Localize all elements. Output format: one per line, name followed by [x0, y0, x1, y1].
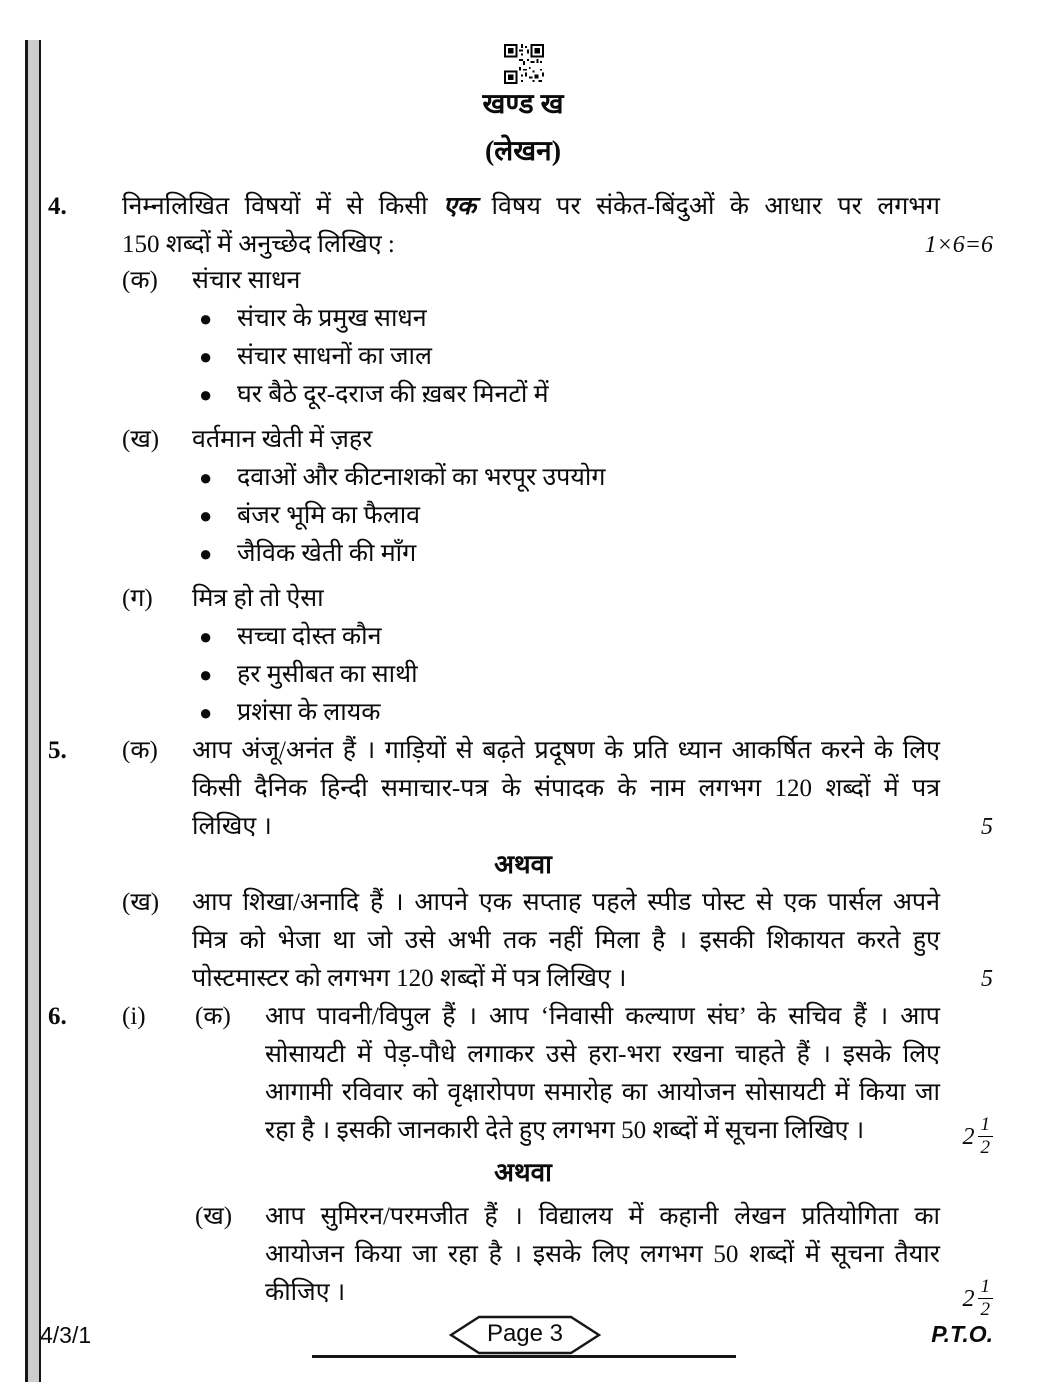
question-5b [48, 884, 993, 998]
bullet-item: ● संचार साधनों का जाल [122, 338, 993, 376]
question-6a [48, 998, 993, 1158]
footer-rule [312, 1355, 736, 1358]
bullet-item: ● घर बैठे दूर-दराज की ख़बर मिनटों में [122, 376, 993, 414]
bullet-item: ● सच्चा दोस्त कौन [122, 618, 993, 656]
emphasized-word: एक [443, 193, 477, 220]
question-5a-line2: किसी दैनिक हिन्दी समाचार-पत्र के संपादक के नाम लगभग 120 शब्दों में पत्र [192, 775, 940, 802]
question-5a-line1: आप अंजू/अनंत हैं । गाड़ियों से बढ़ते प्रदूषण के प्रति ध्यान आकर्षित करने के लिए [192, 737, 940, 764]
page-number-badge [447, 1314, 603, 1356]
bullet-icon: ● [199, 344, 213, 369]
question-4-marks: 1×6=6 [924, 232, 993, 258]
subpart-label: (क) [195, 1003, 231, 1030]
bullet-icon: ● [199, 465, 213, 490]
question-4 [48, 188, 993, 264]
bullet-icon: ● [199, 503, 213, 528]
qr-code-icon [503, 44, 545, 84]
bullet-item: ● हर मुसीबत का साथी [122, 656, 993, 694]
paper-code: 4/3/1 [40, 1322, 92, 1348]
question-5a [48, 732, 993, 846]
question-6b-line3: कीजिए । [265, 1279, 346, 1306]
section-heading: खण्ड ख [482, 89, 564, 120]
question-5b-line3: पोस्टमास्टर को लगभग 120 शब्दों में पत्र लिखिए । [192, 965, 627, 992]
topic-title: वर्तमान खेती में ज़हर [192, 426, 373, 453]
bullet-icon: ● [199, 700, 213, 725]
bullet-icon: ● [199, 306, 213, 331]
subpart-label: (क) [122, 737, 158, 764]
subpart-label: (ख) [195, 1203, 233, 1230]
subpart-label: (ख) [122, 889, 160, 916]
question-5a-marks: 5 [981, 814, 993, 840]
question-6a-marks: 2 1 2 [963, 1114, 994, 1159]
topic-ga [122, 580, 993, 732]
question-6a-line1: आप पावनी/विपुल हैं । आप ‘निवासी कल्याण संघ’ के सचिव हैं । आप [265, 1003, 940, 1030]
topic-ka [122, 262, 993, 414]
pto-label: P.T.O. [931, 1321, 993, 1347]
topic-label: (ख) [122, 426, 160, 453]
topic-title: मित्र हो तो ऐसा [192, 585, 324, 612]
bullet-item: ● जैविक खेती की माँग [122, 535, 993, 573]
or-heading: अथवा [494, 1158, 552, 1187]
bullet-icon: ● [199, 541, 213, 566]
question-6a-line2: सोसायटी में पेड़-पौधे लगाकर उसे हरा-भरा रखना चाहते हैं । इसके लिए [265, 1041, 940, 1068]
question-5b-line1: आप शिखा/अनादि हैं । आपने एक सप्ताह पहले स्पीड पोस्ट से एक पार्सल अपने [192, 889, 940, 916]
question-4-text-line2: 150 शब्दों में अनुच्छेद लिखिए : [122, 231, 395, 258]
question-4-text-line1: निम्नलिखित विषयों में से किसी एक विषय पर संकेत-बिंदुओं के आधार पर लगभग [122, 193, 940, 220]
bullet-icon: ● [199, 624, 213, 649]
bullet-item: ● संचार के प्रमुख साधन [122, 300, 993, 338]
topic-kha [122, 421, 993, 573]
part-label: (i) [122, 1003, 146, 1030]
question-4-topics [122, 262, 993, 739]
question-6a-line4: रहा है । इसकी जानकारी देते हुए लगभग 50 शब्दों में सूचना लिखिए । [265, 1117, 865, 1144]
question-5b-marks: 5 [981, 966, 993, 992]
question-5b-line2: मित्र को भेजा था जो उसे अभी तक नहीं मिला है । इसकी शिकायत करते हुए [192, 927, 940, 954]
question-5a-line3: लिखिए । [192, 813, 272, 840]
question-6b-line2: आयोजन किया जा रहा है । इसके लिए लगभग 50 शब्दों में सूचना तैयार [265, 1241, 940, 1268]
or-heading: अथवा [494, 850, 552, 879]
bullet-icon: ● [199, 382, 213, 407]
question-5-number: 5. [48, 737, 67, 764]
question-6b-marks: 2 1 2 [963, 1276, 994, 1321]
page-number-label: Page 3 [486, 1320, 564, 1347]
bullet-icon: ● [199, 662, 213, 687]
question-6a-line3: आगामी रविवार को वृक्षारोपण समारोह का आयोजन सोसायटी में किया जा [265, 1079, 940, 1106]
question-6-number: 6. [48, 1003, 67, 1030]
bullet-item: ● प्रशंसा के लायक [122, 694, 993, 732]
topic-label: (ग) [122, 585, 153, 612]
topic-label: (क) [122, 267, 158, 294]
topic-title: संचार साधन [192, 267, 301, 294]
question-4-number: 4. [48, 193, 67, 220]
section-subheading: (लेखन) [484, 136, 562, 167]
question-6b-line1: आप सुमिरन/परमजीत हैं । विद्यालय में कहानी लेखन प्रतियोगिता का [265, 1203, 940, 1230]
question-6b [48, 1198, 993, 1320]
bullet-item: ● बंजर भूमि का फैलाव [122, 497, 993, 535]
bullet-item: ● दवाओं और कीटनाशकों का भरपूर उपयोग [122, 459, 993, 497]
